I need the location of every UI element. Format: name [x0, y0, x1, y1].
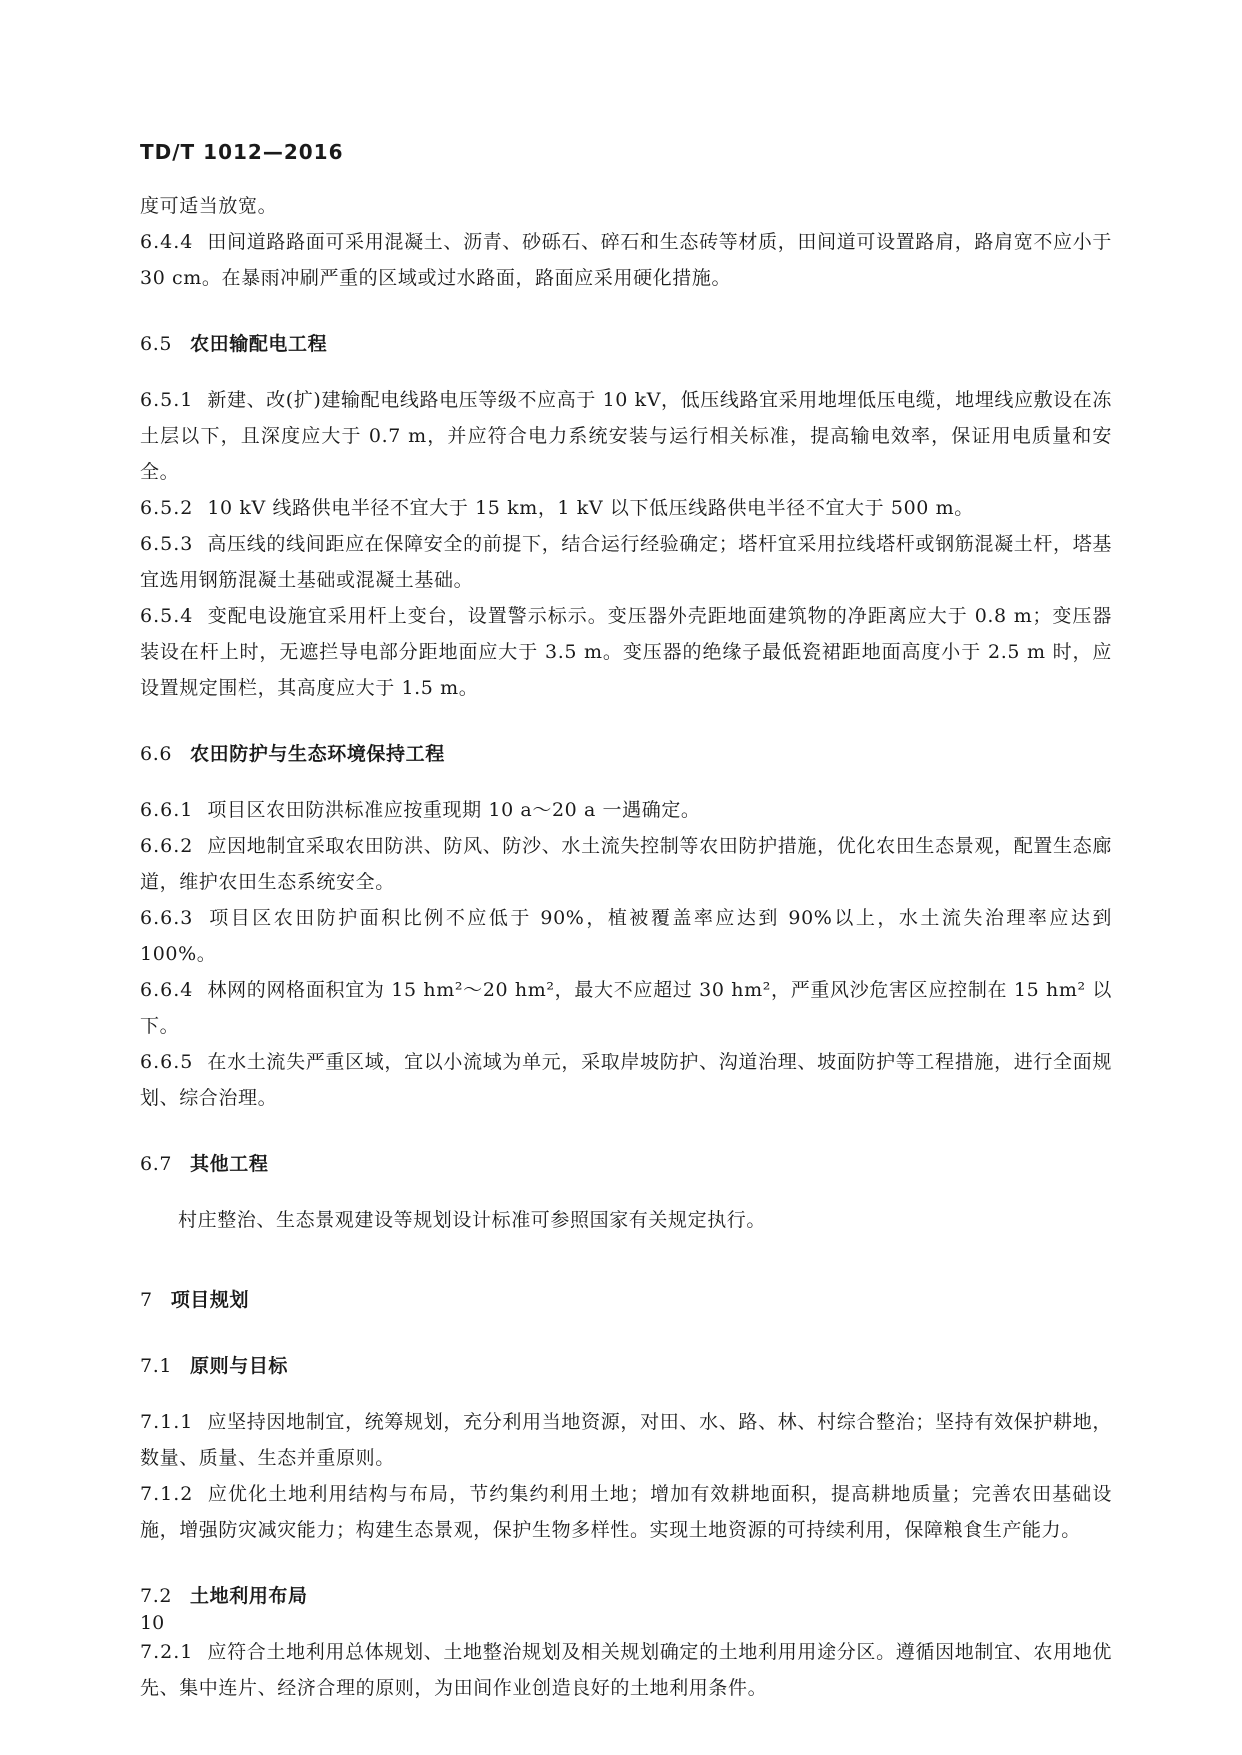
paragraph: [140, 224, 1112, 296]
paragraph-text: 林网的网格面积宜为 15 hm²～20 hm²，最大不应超过 30 hm²，严重风沙危害区应控制在 15 hm² 以下。: [140, 979, 1112, 1037]
section-number: 7.2: [140, 1585, 173, 1607]
paragraph: [140, 188, 1112, 224]
paragraph: [140, 1202, 1112, 1238]
section-heading: [140, 326, 1112, 362]
paragraph: [140, 490, 1112, 526]
paragraph-text: 新建、改(扩)建输配电线路电压等级不应高于 10 kV，低压线路宜采用地埋低压电缆，地埋线应敷设在冻土层以下，且深度应大于 0.7 m，并应符合电力系统安装与运行相关标准，提高输电效率，保证用电质量和安全。: [140, 389, 1112, 483]
section-title: 原则与目标: [190, 1355, 289, 1377]
clause-number: 7.2.1: [140, 1641, 194, 1663]
paragraph: [140, 598, 1112, 706]
section-title: 其他工程: [190, 1153, 269, 1175]
paragraph: [140, 828, 1112, 900]
clause-number: 6.5.1: [140, 389, 194, 411]
chapter-title: 项目规划: [170, 1289, 250, 1311]
section-heading: [140, 1146, 1112, 1182]
clause-number: 6.5.2: [140, 497, 194, 519]
page-number: 10: [140, 1612, 165, 1634]
clause-number: 6.4.4: [140, 231, 194, 253]
paragraph-text: 应因地制宜采取农田防洪、防风、防沙、水土流失控制等农田防护措施，优化农田生态景观，配置生态廊道，维护农田生态系统安全。: [140, 835, 1112, 893]
section-heading: [140, 736, 1112, 772]
paragraph-text: 村庄整治、生态景观建设等规划设计标准可参照国家有关规定执行。: [178, 1209, 767, 1231]
paragraph-text: 项目区农田防洪标准应按重现期 10 a～20 a 一遇确定。: [207, 799, 701, 821]
section-heading: [140, 1578, 1112, 1614]
clause-number: 6.5.3: [140, 533, 194, 555]
paragraph: [140, 792, 1112, 828]
paragraph-text: 在水土流失严重区域，宜以小流域为单元，采取岸坡防护、沟道治理、坡面防护等工程措施，进行全面规划、综合治理。: [140, 1051, 1112, 1109]
paragraph-text: 田间道路路面可采用混凝土、沥青、砂砾石、碎石和生态砖等材质，田间道可设置路肩，路肩宽不应小于 30 cm。在暴雨冲刷严重的区域或过水路面，路面应采用硬化措施。: [140, 231, 1112, 289]
paragraph-text: 变配电设施宜采用杆上变台，设置警示标示。变压器外壳距地面建筑物的净距离应大于 0.8 m；变压器装设在杆上时，无遮拦导电部分距地面应大于 3.5 m。变压器的绝缘子最低瓷裙距地面高度小于 2.5 m 时，应设置规定围栏，其高度应大于 1.5 m。: [140, 605, 1112, 699]
section-number: 6.5: [140, 333, 173, 355]
clause-number: 7.1.1: [140, 1411, 194, 1433]
paragraph: [140, 1634, 1112, 1706]
paragraph: [140, 1044, 1112, 1116]
section-number: 7.1: [140, 1355, 173, 1377]
section-heading: [140, 1348, 1112, 1384]
clause-number: 6.5.4: [140, 605, 194, 627]
section-title: 农田防护与生态环境保持工程: [190, 743, 445, 765]
paragraph-text: 度可适当放宽。: [140, 195, 278, 217]
paragraph-text: 高压线的线间距应在保障安全的前提下，结合运行经验确定；塔杆宜采用拉线塔杆或钢筋混凝土杆，塔基宜选用钢筋混凝土基础或混凝土基础。: [140, 533, 1112, 591]
chapter-heading: [140, 1282, 1112, 1318]
clause-number: 6.6.2: [140, 835, 194, 857]
section-number: 6.6: [140, 743, 173, 765]
paragraph: [140, 972, 1112, 1044]
section-title: 土地利用布局: [190, 1585, 308, 1607]
document-code: TD/T 1012—2016: [140, 140, 344, 164]
paragraph-text: 应优化土地利用结构与布局，节约集约利用土地；增加有效耕地面积，提高耕地质量；完善农田基础设施，增强防灾减灾能力；构建生态景观，保护生物多样性。实现土地资源的可持续利用，保障粮食生产能力。: [140, 1483, 1112, 1541]
document-body: [140, 188, 1112, 1706]
paragraph-text: 项目区农田防护面积比例不应低于 90%，植被覆盖率应达到 90%以上，水土流失治理率应达到 100%。: [140, 907, 1112, 965]
paragraph: [140, 1404, 1112, 1476]
paragraph: [140, 900, 1112, 972]
paragraph-text: 应符合土地利用总体规划、土地整治规划及相关规划确定的土地利用用途分区。遵循因地制宜、农用地优先、集中连片、经济合理的原则，为田间作业创造良好的土地利用条件。: [140, 1641, 1112, 1699]
paragraph: [140, 526, 1112, 598]
paragraph-text: 应坚持因地制宜，统筹规划，充分利用当地资源，对田、水、路、林、村综合整治；坚持有效保护耕地，数量、质量、生态并重原则。: [140, 1411, 1112, 1469]
clause-number: 7.1.2: [140, 1483, 194, 1505]
clause-number: 6.6.5: [140, 1051, 194, 1073]
section-title: 农田输配电工程: [190, 333, 328, 355]
chapter-number: 7: [140, 1289, 153, 1311]
clause-number: 6.6.4: [140, 979, 194, 1001]
section-number: 6.7: [140, 1153, 173, 1175]
paragraph: [140, 1476, 1112, 1548]
paragraph-text: 10 kV 线路供电半径不宜大于 15 km，1 kV 以下低压线路供电半径不宜大于 500 m。: [207, 497, 974, 519]
clause-number: 6.6.3: [140, 907, 194, 929]
clause-number: 6.6.1: [140, 799, 194, 821]
paragraph: [140, 382, 1112, 490]
